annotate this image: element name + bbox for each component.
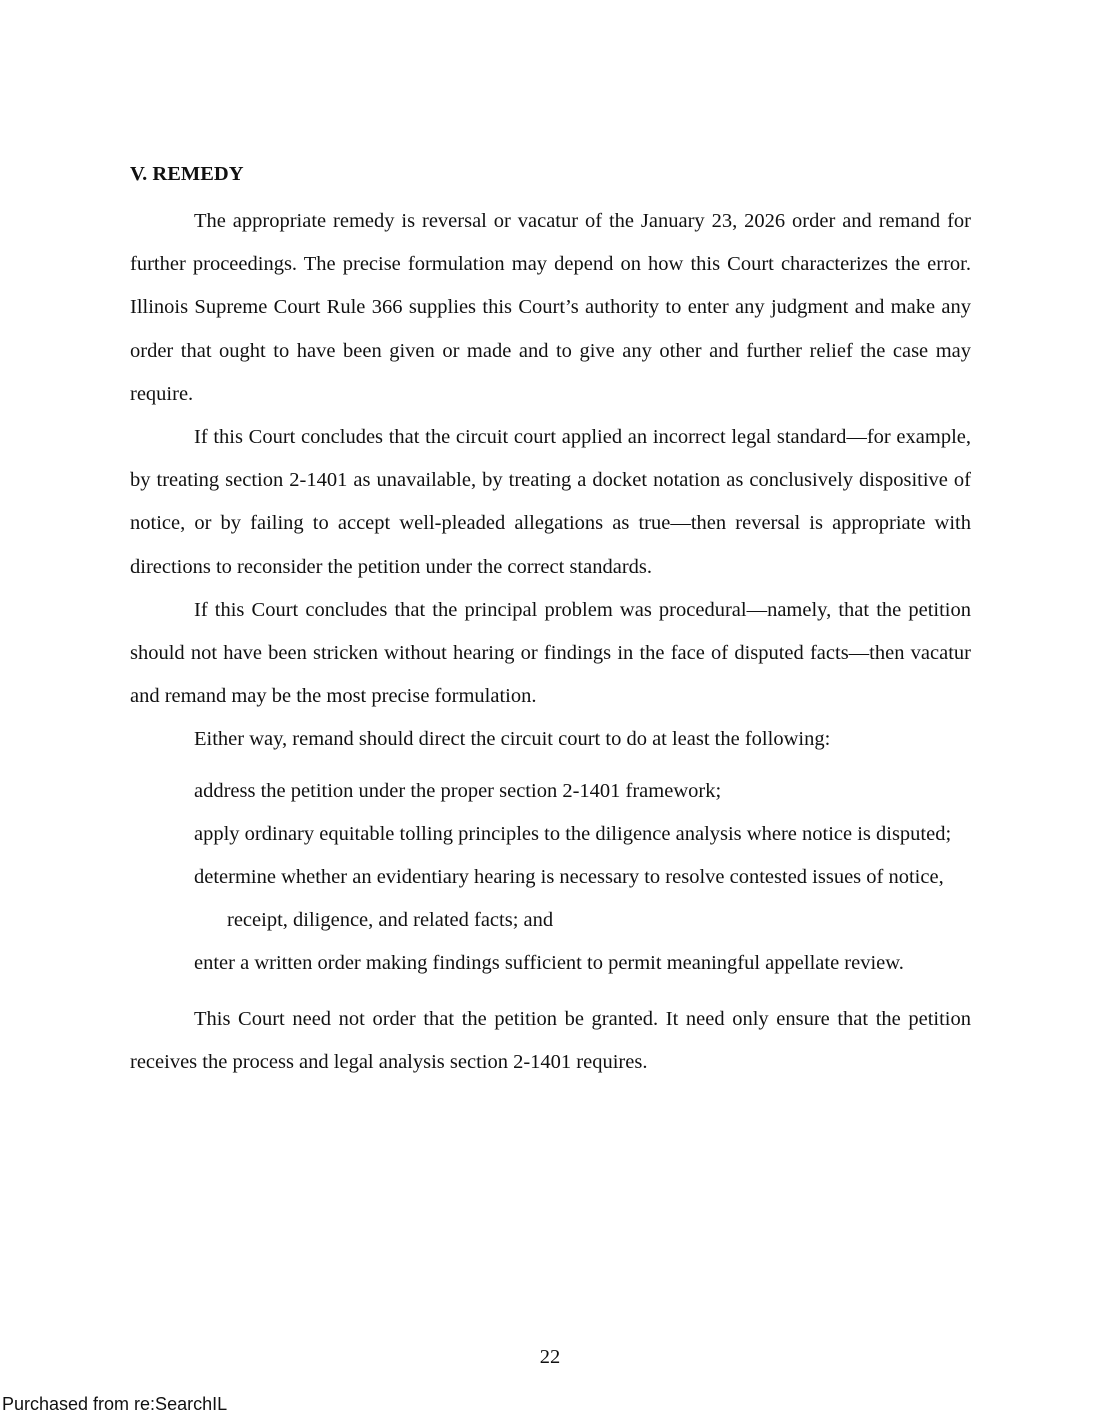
paragraph-closing: This Court need not order that the petition be granted. It need only ensure that the petition receives the process and legal analysis section 2-1401 requires. — [130, 1007, 971, 1073]
section-heading: V. REMEDY — [130, 163, 244, 185]
purchase-footer-note: Purchased from re:SearchIL — [2, 1394, 228, 1414]
paragraph-incorrect-standard: If this Court concludes that the circuit court applied an incorrect legal standard—for example, by treating section 2-1401 as unavailable, by treating a docket notation as conclusively dispositive of notice, or by failing to accept well-pleaded allegations as true—then reversal is appropriate with directions to reconsider the petition under the correct standards. — [130, 426, 971, 578]
remand-directions-list — [130, 770, 971, 986]
paragraph-list-intro: Either way, remand should direct the circuit court to do at least the following: — [194, 728, 831, 751]
page-body — [130, 160, 971, 1084]
list-item: address the petition under the proper section 2-1401 framework; — [194, 779, 722, 802]
paragraph-remedy-overview: The appropriate remedy is reversal or vacatur of the January 23, 2026 order and remand for further proceedings. The precise formulation may depend on how this Court characterizes the error. Illinois Supreme Court Rule 366 supplies this Court’s authority to enter any judgment and make any order that ought to have been given or made and to give any other and further relief the case may require. — [130, 210, 971, 405]
page-number: 22 — [539, 1346, 561, 1368]
list-item: apply ordinary equitable tolling principles to the diligence analysis where notice is disputed; — [194, 822, 952, 845]
paragraph-procedural-problem: If this Court concludes that the principal problem was procedural—namely, that the petition should not have been stricken without hearing or findings in the face of disputed facts—then vacatur and remand may be the most precise formulation. — [130, 598, 971, 708]
list-item: determine whether an evidentiary hearing is necessary to resolve contested issues of notice, receipt, diligence, and related facts; and — [194, 866, 944, 932]
list-item: enter a written order making findings sufficient to permit meaningful appellate review. — [194, 952, 904, 975]
